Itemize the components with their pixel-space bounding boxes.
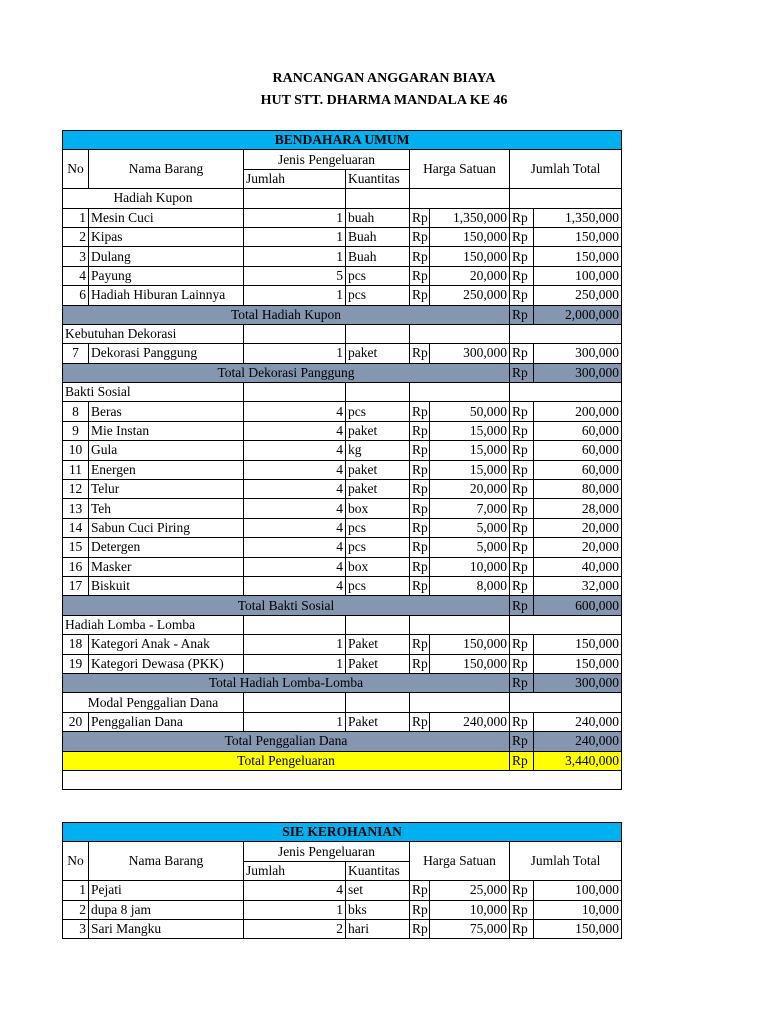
item-jumlah: 4	[244, 421, 346, 440]
item-kuantitas: Buah	[346, 227, 410, 246]
subtotal-label: Total Hadiah Lomba-Lomba	[63, 673, 510, 692]
item-harga: 50,000	[430, 402, 510, 421]
item-total: 250,000	[534, 286, 622, 305]
item-total: 80,000	[534, 480, 622, 499]
item-kuantitas: Buah	[346, 247, 410, 266]
item-nama: Masker	[89, 557, 244, 576]
item-no: 12	[63, 480, 89, 499]
item-total: 240,000	[534, 712, 622, 731]
item-jumlah: 4	[244, 441, 346, 460]
item-nama: dupa 8 jam	[89, 900, 244, 919]
item-no: 3	[63, 247, 89, 266]
item-harga-currency: Rp	[410, 208, 430, 227]
document-subtitle: HUT STT. DHARMA MANDALA KE 46	[260, 93, 508, 108]
item-total-currency: Rp	[510, 576, 534, 595]
item-total-currency: Rp	[510, 227, 534, 246]
header-no: No	[63, 842, 89, 881]
item-jumlah: 1	[244, 208, 346, 227]
item-row	[63, 266, 622, 285]
item-kuantitas: buah	[346, 208, 410, 227]
item-harga-currency: Rp	[410, 919, 430, 938]
item-no: 9	[63, 421, 89, 440]
item-harga: 20,000	[430, 266, 510, 285]
header-harga-satuan: Harga Satuan	[410, 150, 510, 189]
item-no: 4	[63, 266, 89, 285]
item-harga-currency: Rp	[410, 441, 430, 460]
subtotal-currency: Rp	[510, 673, 534, 692]
item-harga: 150,000	[430, 654, 510, 673]
item-nama: Pejati	[89, 881, 244, 900]
subtotal-currency: Rp	[510, 732, 534, 751]
group-label-row	[63, 383, 622, 402]
item-row	[63, 247, 622, 266]
item-total-currency: Rp	[510, 247, 534, 266]
item-total-currency: Rp	[510, 344, 534, 363]
item-no: 2	[63, 227, 89, 246]
subtotal-currency: Rp	[510, 596, 534, 615]
item-total: 150,000	[534, 635, 622, 654]
item-harga: 250,000	[430, 286, 510, 305]
item-harga: 150,000	[430, 227, 510, 246]
item-nama: Mie Instan	[89, 421, 244, 440]
header-jumlah-total: Jumlah Total	[510, 150, 622, 189]
item-jumlah: 4	[244, 402, 346, 421]
item-harga: 15,000	[430, 460, 510, 479]
item-harga-currency: Rp	[410, 635, 430, 654]
subtotal-currency: Rp	[510, 363, 534, 382]
subtotal-value: 240,000	[534, 732, 622, 751]
item-nama: Detergen	[89, 538, 244, 557]
section-title: SIE KEROHANIAN	[63, 823, 622, 842]
item-total-currency: Rp	[510, 538, 534, 557]
item-kuantitas: Paket	[346, 654, 410, 673]
item-kuantitas: set	[346, 881, 410, 900]
group-label-row	[63, 615, 622, 634]
item-total: 10,000	[534, 900, 622, 919]
item-no: 19	[63, 654, 89, 673]
item-row	[63, 576, 622, 595]
subtotal-label: Total Bakti Sosial	[63, 596, 510, 615]
item-jumlah: 4	[244, 499, 346, 518]
document-title: RANCANGAN ANGGARAN BIAYA	[272, 71, 496, 86]
item-kuantitas: pcs	[346, 538, 410, 557]
item-jumlah: 5	[244, 266, 346, 285]
empty-cell	[410, 324, 510, 343]
empty-cell	[410, 693, 510, 712]
item-total: 60,000	[534, 421, 622, 440]
item-no: 15	[63, 538, 89, 557]
item-harga: 15,000	[430, 421, 510, 440]
item-nama: Mesin Cuci	[89, 208, 244, 227]
item-harga-currency: Rp	[410, 460, 430, 479]
item-harga-currency: Rp	[410, 227, 430, 246]
item-total: 300,000	[534, 344, 622, 363]
item-total-currency: Rp	[510, 266, 534, 285]
subtotal-row	[63, 363, 622, 382]
item-row	[63, 518, 622, 537]
item-nama: Teh	[89, 499, 244, 518]
item-jumlah: 4	[244, 480, 346, 499]
empty-cell	[244, 693, 346, 712]
item-kuantitas: pcs	[346, 576, 410, 595]
item-total: 28,000	[534, 499, 622, 518]
item-harga-currency: Rp	[410, 881, 430, 900]
empty-cell	[244, 324, 346, 343]
grand-total-label: Total Pengeluaran	[63, 751, 510, 770]
item-jumlah: 4	[244, 460, 346, 479]
item-jumlah: 4	[244, 538, 346, 557]
item-row	[63, 712, 622, 731]
item-row	[63, 208, 622, 227]
item-no: 13	[63, 499, 89, 518]
empty-cell	[510, 324, 622, 343]
group-label: Modal Penggalian Dana	[63, 693, 244, 712]
item-total-currency: Rp	[510, 499, 534, 518]
item-nama: Kipas	[89, 227, 244, 246]
item-kuantitas: pcs	[346, 402, 410, 421]
item-kuantitas: bks	[346, 900, 410, 919]
item-total: 1,350,000	[534, 208, 622, 227]
item-no: 16	[63, 557, 89, 576]
item-harga-currency: Rp	[410, 712, 430, 731]
header-jenis-pengeluaran: Jenis Pengeluaran	[244, 150, 410, 169]
item-harga: 300,000	[430, 344, 510, 363]
empty-cell	[410, 189, 510, 208]
item-kuantitas: pcs	[346, 518, 410, 537]
subtotal-row	[63, 305, 622, 324]
group-label-row	[63, 189, 622, 208]
group-label-row	[63, 693, 622, 712]
item-kuantitas: paket	[346, 460, 410, 479]
item-harga-currency: Rp	[410, 538, 430, 557]
item-total-currency: Rp	[510, 654, 534, 673]
item-no: 2	[63, 900, 89, 919]
subtotal-value: 600,000	[534, 596, 622, 615]
item-harga: 5,000	[430, 538, 510, 557]
empty-cell	[346, 189, 410, 208]
item-harga: 8,000	[430, 576, 510, 595]
group-label-row	[63, 324, 622, 343]
subtotal-label: Total Penggalian Dana	[63, 732, 510, 751]
header-harga-satuan: Harga Satuan	[410, 842, 510, 881]
item-harga-currency: Rp	[410, 266, 430, 285]
item-harga: 5,000	[430, 518, 510, 537]
item-jumlah: 1	[244, 635, 346, 654]
item-total: 150,000	[534, 654, 622, 673]
subtotal-row	[63, 732, 622, 751]
empty-cell	[244, 615, 346, 634]
item-kuantitas: kg	[346, 441, 410, 460]
header-jenis-pengeluaran: Jenis Pengeluaran	[244, 842, 410, 861]
item-harga-currency: Rp	[410, 557, 430, 576]
item-nama: Sabun Cuci Piring	[89, 518, 244, 537]
empty-cell	[244, 189, 346, 208]
item-total-currency: Rp	[510, 208, 534, 227]
item-total: 100,000	[534, 881, 622, 900]
item-nama: Energen	[89, 460, 244, 479]
header-kuantitas: Kuantitas	[346, 861, 410, 880]
item-jumlah: 4	[244, 881, 346, 900]
item-no: 1	[63, 881, 89, 900]
item-no: 6	[63, 286, 89, 305]
item-jumlah: 4	[244, 518, 346, 537]
item-harga-currency: Rp	[410, 499, 430, 518]
item-harga: 75,000	[430, 919, 510, 938]
item-total: 32,000	[534, 576, 622, 595]
empty-cell	[244, 383, 346, 402]
subtotal-currency: Rp	[510, 305, 534, 324]
empty-cell	[510, 383, 622, 402]
subtotal-row	[63, 673, 622, 692]
item-jumlah: 1	[244, 900, 346, 919]
item-jumlah: 1	[244, 344, 346, 363]
item-harga: 150,000	[430, 247, 510, 266]
empty-cell	[346, 383, 410, 402]
item-harga-currency: Rp	[410, 480, 430, 499]
item-nama: Kategori Dewasa (PKK)	[89, 654, 244, 673]
item-harga-currency: Rp	[410, 402, 430, 421]
header-jumlah: Jumlah	[244, 861, 346, 880]
header-kuantitas: Kuantitas	[346, 169, 410, 188]
item-total-currency: Rp	[510, 881, 534, 900]
item-total: 60,000	[534, 460, 622, 479]
item-no: 11	[63, 460, 89, 479]
item-row	[63, 441, 622, 460]
empty-cell	[346, 693, 410, 712]
item-no: 7	[63, 344, 89, 363]
item-nama: Payung	[89, 266, 244, 285]
item-row	[63, 344, 622, 363]
item-jumlah: 1	[244, 286, 346, 305]
item-harga-currency: Rp	[410, 247, 430, 266]
item-total: 60,000	[534, 441, 622, 460]
item-row	[63, 900, 622, 919]
item-nama: Kategori Anak - Anak	[89, 635, 244, 654]
item-kuantitas: Paket	[346, 635, 410, 654]
empty-cell	[63, 770, 622, 789]
item-harga: 1,350,000	[430, 208, 510, 227]
item-total-currency: Rp	[510, 402, 534, 421]
item-total-currency: Rp	[510, 635, 534, 654]
item-kuantitas: pcs	[346, 286, 410, 305]
item-total: 150,000	[534, 919, 622, 938]
item-kuantitas: box	[346, 557, 410, 576]
item-row	[63, 402, 622, 421]
empty-cell	[346, 615, 410, 634]
subtotal-label: Total Hadiah Kupon	[63, 305, 510, 324]
empty-cell	[410, 615, 510, 634]
item-total-currency: Rp	[510, 919, 534, 938]
item-kuantitas: paket	[346, 421, 410, 440]
item-nama: Penggalian Dana	[89, 712, 244, 731]
item-kuantitas: paket	[346, 480, 410, 499]
item-row	[63, 654, 622, 673]
item-harga: 10,000	[430, 900, 510, 919]
group-label: Hadiah Kupon	[63, 189, 244, 208]
item-nama: Beras	[89, 402, 244, 421]
item-harga: 150,000	[430, 635, 510, 654]
item-kuantitas: box	[346, 499, 410, 518]
item-harga-currency: Rp	[410, 654, 430, 673]
item-nama: Hadiah Hiburan Lainnya	[89, 286, 244, 305]
item-total-currency: Rp	[510, 421, 534, 440]
item-total: 200,000	[534, 402, 622, 421]
item-kuantitas: hari	[346, 919, 410, 938]
item-total-currency: Rp	[510, 460, 534, 479]
item-no: 1	[63, 208, 89, 227]
item-nama: Sari Mangku	[89, 919, 244, 938]
item-row	[63, 286, 622, 305]
group-label: Bakti Sosial	[63, 383, 244, 402]
item-total-currency: Rp	[510, 286, 534, 305]
sie-kerohanian-table	[62, 822, 622, 939]
header-nama-barang: Nama Barang	[89, 150, 244, 189]
item-harga: 7,000	[430, 499, 510, 518]
empty-cell	[410, 383, 510, 402]
item-jumlah: 1	[244, 654, 346, 673]
item-row	[63, 421, 622, 440]
item-harga: 20,000	[430, 480, 510, 499]
item-total-currency: Rp	[510, 900, 534, 919]
item-row	[63, 460, 622, 479]
item-total-currency: Rp	[510, 712, 534, 731]
item-nama: Dulang	[89, 247, 244, 266]
item-harga: 240,000	[430, 712, 510, 731]
item-total: 150,000	[534, 247, 622, 266]
item-row	[63, 538, 622, 557]
item-nama: Telur	[89, 480, 244, 499]
subtotal-value: 300,000	[534, 363, 622, 382]
group-label: Hadiah Lomba - Lomba	[63, 615, 244, 634]
subtotal-value: 2,000,000	[534, 305, 622, 324]
item-jumlah: 1	[244, 247, 346, 266]
item-kuantitas: Paket	[346, 712, 410, 731]
item-total: 20,000	[534, 518, 622, 537]
item-no: 17	[63, 576, 89, 595]
item-total-currency: Rp	[510, 441, 534, 460]
item-total-currency: Rp	[510, 557, 534, 576]
item-row	[63, 480, 622, 499]
item-row	[63, 499, 622, 518]
empty-cell	[510, 693, 622, 712]
bendahara-umum-table	[62, 130, 622, 790]
empty-cell	[346, 324, 410, 343]
item-row	[63, 227, 622, 246]
item-total: 150,000	[534, 227, 622, 246]
group-label: Kebutuhan Dekorasi	[63, 324, 244, 343]
item-no: 14	[63, 518, 89, 537]
item-jumlah: 2	[244, 919, 346, 938]
item-kuantitas: pcs	[346, 266, 410, 285]
item-jumlah: 4	[244, 557, 346, 576]
item-total-currency: Rp	[510, 480, 534, 499]
item-harga-currency: Rp	[410, 344, 430, 363]
header-row	[63, 150, 622, 169]
subtotal-row	[63, 596, 622, 615]
header-no: No	[63, 150, 89, 189]
section-title: BENDAHARA UMUM	[63, 131, 622, 150]
item-total: 100,000	[534, 266, 622, 285]
item-no: 10	[63, 441, 89, 460]
item-jumlah: 1	[244, 712, 346, 731]
item-total: 40,000	[534, 557, 622, 576]
header-jumlah: Jumlah	[244, 169, 346, 188]
item-harga: 15,000	[430, 441, 510, 460]
item-no: 20	[63, 712, 89, 731]
item-no: 18	[63, 635, 89, 654]
item-row	[63, 881, 622, 900]
item-nama: Biskuit	[89, 576, 244, 595]
item-harga-currency: Rp	[410, 518, 430, 537]
item-nama: Gula	[89, 441, 244, 460]
item-row	[63, 919, 622, 938]
spacer-row	[63, 770, 622, 789]
item-kuantitas: paket	[346, 344, 410, 363]
item-harga-currency: Rp	[410, 900, 430, 919]
item-jumlah: 1	[244, 227, 346, 246]
item-no: 3	[63, 919, 89, 938]
item-harga: 10,000	[430, 557, 510, 576]
item-harga-currency: Rp	[410, 576, 430, 595]
empty-cell	[510, 615, 622, 634]
subtotal-value: 300,000	[534, 673, 622, 692]
item-no: 8	[63, 402, 89, 421]
header-nama-barang: Nama Barang	[89, 842, 244, 881]
grand-total-value: 3,440,000	[534, 751, 622, 770]
item-total-currency: Rp	[510, 518, 534, 537]
item-total: 20,000	[534, 538, 622, 557]
section-band-row	[63, 131, 622, 150]
item-harga-currency: Rp	[410, 286, 430, 305]
empty-cell	[510, 189, 622, 208]
grand-total-row	[63, 751, 622, 770]
subtotal-label: Total Dekorasi Panggung	[63, 363, 510, 382]
item-row	[63, 635, 622, 654]
item-jumlah: 4	[244, 576, 346, 595]
item-harga-currency: Rp	[410, 421, 430, 440]
item-nama: Dekorasi Panggung	[89, 344, 244, 363]
header-jumlah-total: Jumlah Total	[510, 842, 622, 881]
section-band-row	[63, 823, 622, 842]
grand-total-currency: Rp	[510, 751, 534, 770]
item-harga: 25,000	[430, 881, 510, 900]
header-row	[63, 842, 622, 861]
item-row	[63, 557, 622, 576]
